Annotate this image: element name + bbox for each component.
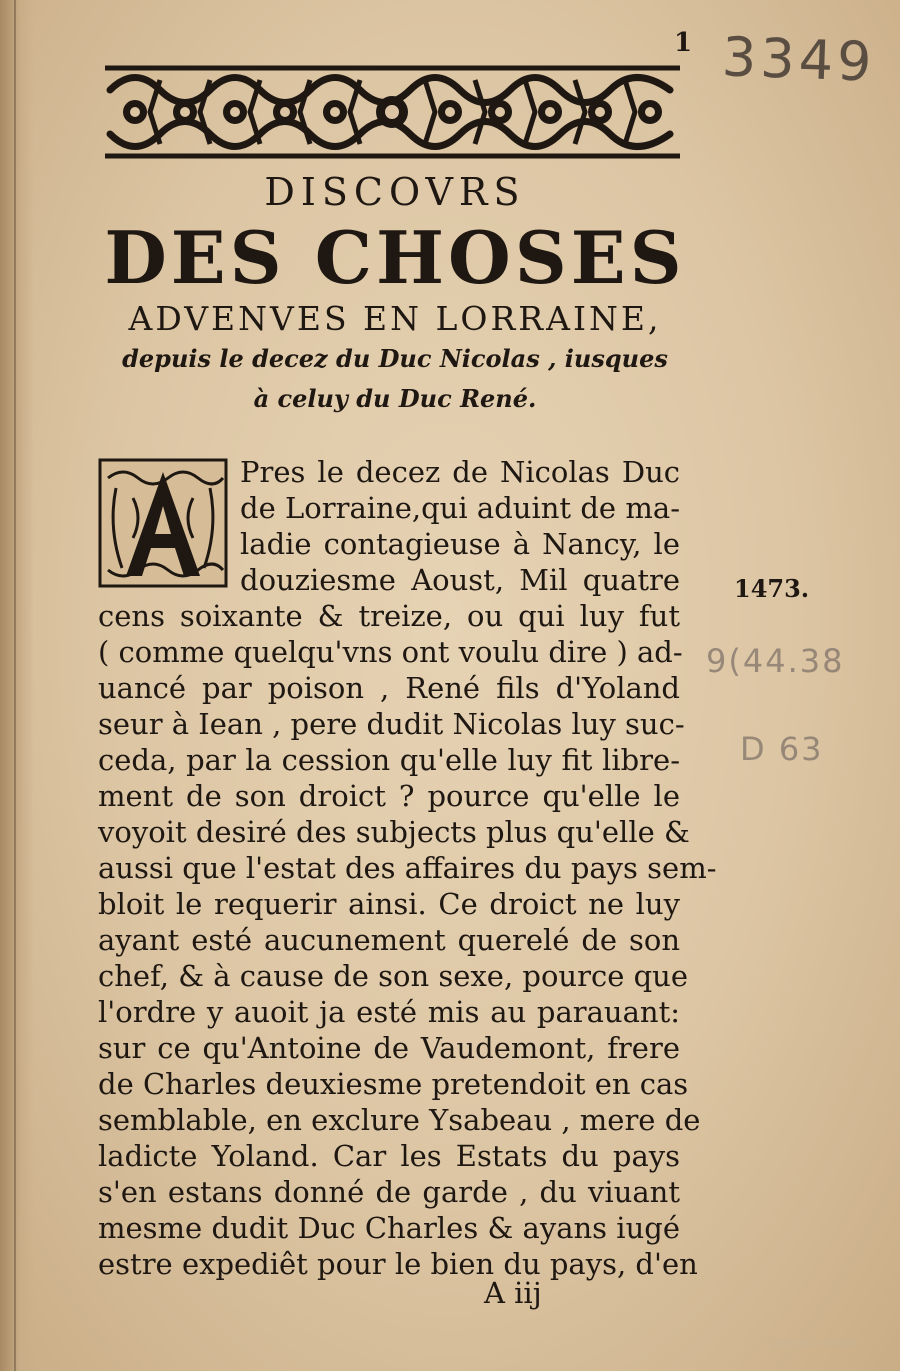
title-discours: DISCOVRS xyxy=(264,170,526,214)
body-line: ment de son droict ? pource qu'elle le xyxy=(98,779,680,813)
body-line: mesme dudit Duc Charles & ayans iugé xyxy=(98,1211,680,1245)
title-des-choses: DES CHOSES xyxy=(104,215,686,300)
body-line: bloit le requerir ainsi. Ce droict ne luy xyxy=(98,887,680,921)
body-line: l'ordre y auoit ja esté mis au parauant: xyxy=(98,995,680,1029)
margin-year-note: 1473. xyxy=(734,574,810,603)
decorated-initial-a-icon xyxy=(98,458,228,588)
signature-mark: A iij xyxy=(484,1276,542,1310)
body-line: aussi que l'estat des affaires du pays sem- xyxy=(98,851,717,885)
body-line: seur à Iean , pere dudit Nicolas luy suc- xyxy=(98,707,685,741)
body-line: ceda, par la cession qu'elle luy fit libre- xyxy=(98,743,680,777)
page-number: 1 xyxy=(674,28,693,58)
body-line: sur ce qu'Antoine de Vaudemont, frere xyxy=(98,1031,680,1065)
subtitle-line-2: à celuy du Duc René. xyxy=(253,384,537,413)
digitization-watermark: Digitized by Google xyxy=(770,1338,857,1349)
body-line: ayant esté aucunement querelé de son xyxy=(98,923,680,957)
body-line: ladie contagieuse à Nancy, le xyxy=(240,527,680,561)
body-line: semblable, en exclure Ysabeau , mere de xyxy=(98,1103,701,1137)
pencil-note: D 63 xyxy=(740,730,824,768)
pencil-note: 9(44.38 xyxy=(706,642,845,680)
body-line: s'en estans donné de garde , du viuant xyxy=(98,1175,680,1209)
body-line: voyoit desiré des subjects plus qu'elle & xyxy=(98,815,690,849)
title-advenves: ADVENVES EN LORRAINE, xyxy=(128,299,662,338)
body-line: uancé par poison , René fils d'Yoland xyxy=(98,671,680,705)
body-line: de Charles deuxiesme pretendoit en cas xyxy=(98,1067,689,1101)
ornamental-headband xyxy=(100,60,685,164)
body-line: cens soixante & treize, ou qui luy fut xyxy=(98,599,680,633)
subtitle-line-1: depuis le decez du Duc Nicolas , iusques xyxy=(122,344,668,373)
body-line: douziesme Aoust, Mil quatre xyxy=(240,563,680,597)
body-line: ( comme quelqu'vns ont voulu dire ) ad- xyxy=(98,635,683,669)
body-line: chef, & à cause de son sexe, pource que xyxy=(98,959,688,993)
body-line: de Lorraine,qui aduint de ma- xyxy=(240,491,680,525)
handwritten-shelfmark: 3349 xyxy=(720,25,877,94)
body-line: estre expediêt pour le bien du pays, d'en xyxy=(98,1247,698,1281)
body-line: Pres le decez de Nicolas Duc xyxy=(240,455,680,489)
body-line: ladicte Yoland. Car les Estats du pays xyxy=(98,1139,680,1173)
